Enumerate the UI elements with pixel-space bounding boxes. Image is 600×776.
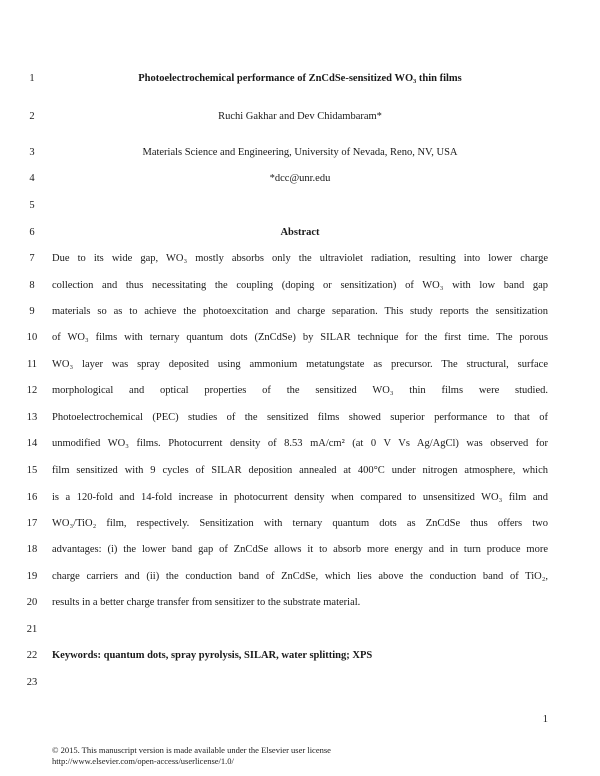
line-number: 13 [26, 412, 38, 423]
line-number: 8 [29, 280, 35, 291]
abstract-line: unmodified WO₃ films. Photocurrent density of 8.53 mA/cm² (at 0 V Vs Ag/AgCl) was observed for [52, 438, 548, 449]
abstract-line: morphological and optical properties of the sensitized WO₃ thin films were studied. [52, 385, 548, 396]
line-number: 11 [26, 359, 38, 370]
license-notice: © 2015. This manuscript version is made available under the Elsevier user license [52, 745, 331, 755]
line-number: 7 [29, 253, 35, 264]
abstract-line: of WO₃ films with ternary quantum dots (ZnCdSe) by SILAR technique for the first time. The porous [52, 332, 548, 343]
abstract-line: film sensitized with 9 cycles of SILAR deposition annealed at 400°C under nitrogen atmosphere, which [52, 465, 548, 476]
line-number: 14 [26, 438, 38, 449]
abstract-line: materials so as to achieve the photoexcitation and charge separation. This study reports the sensitization [52, 306, 548, 317]
line-number: 10 [26, 332, 38, 343]
license-url[interactable]: http://www.elsevier.com/open-access/userlicense/1.0/ [52, 756, 234, 766]
line-number: 19 [26, 571, 38, 582]
abstract-line: Due to its wide gap, WO₃ mostly absorbs only the ultraviolet radiation, resulting into lower charge [52, 253, 548, 264]
line-number: 18 [26, 544, 38, 555]
line-number: 2 [29, 111, 35, 122]
line-number: 15 [26, 465, 38, 476]
line-number: 5 [29, 200, 35, 211]
abstract-line: WO₃/TiO₂ film, respectively. Sensitization with ternary quantum dots as ZnCdSe thus offers two [52, 518, 548, 529]
corresponding-email: *dcc@unr.edu [269, 173, 331, 184]
abstract-line: charge carriers and (ii) the conduction band of ZnCdSe, which lies above the conduction band of TiO₂, [52, 571, 548, 582]
line-number: 23 [26, 677, 38, 688]
abstract-line: WO₃ layer was spray deposited using ammonium metatungstate as precursor. The structural, surface [52, 359, 548, 370]
abstract-line: collection and thus necessitating the coupling (doping or sensitization) of WO₃ with low band gap [52, 280, 548, 291]
line-number: 6 [29, 227, 35, 238]
paper-title: Photoelectrochemical performance of ZnCdSe-sensitized WO₃ thin films [138, 73, 462, 84]
line-number: 9 [29, 306, 35, 317]
line-number: 20 [26, 597, 38, 608]
abstract-line: is a 120-fold and 14-fold increase in photocurrent density when compared to unsensitized WO₃ film and [52, 492, 548, 503]
affiliation: Materials Science and Engineering, University of Nevada, Reno, NV, USA [142, 147, 458, 158]
abstract-line: results in a better charge transfer from sensitizer to the substrate material. [52, 597, 361, 608]
abstract-line: Photoelectrochemical (PEC) studies of the sensitized films showed superior performance to that of [52, 412, 548, 423]
line-number: 17 [26, 518, 38, 529]
line-number: 21 [26, 624, 38, 635]
line-number: 12 [26, 385, 38, 396]
line-number: 1 [29, 73, 35, 84]
page-number: 1 [542, 714, 548, 725]
line-number: 22 [26, 650, 38, 661]
abstract-line: advantages: (i) the lower band gap of ZnCdSe allows it to absorb more energy and in turn produce more [52, 544, 548, 555]
line-number: 16 [26, 492, 38, 503]
abstract-heading: Abstract [280, 227, 320, 238]
keywords: Keywords: quantum dots, spray pyrolysis, SILAR, water splitting; XPS [52, 650, 373, 661]
line-number: 4 [29, 173, 35, 184]
authors: Ruchi Gakhar and Dev Chidambaram* [218, 111, 382, 122]
line-number: 3 [29, 147, 35, 158]
